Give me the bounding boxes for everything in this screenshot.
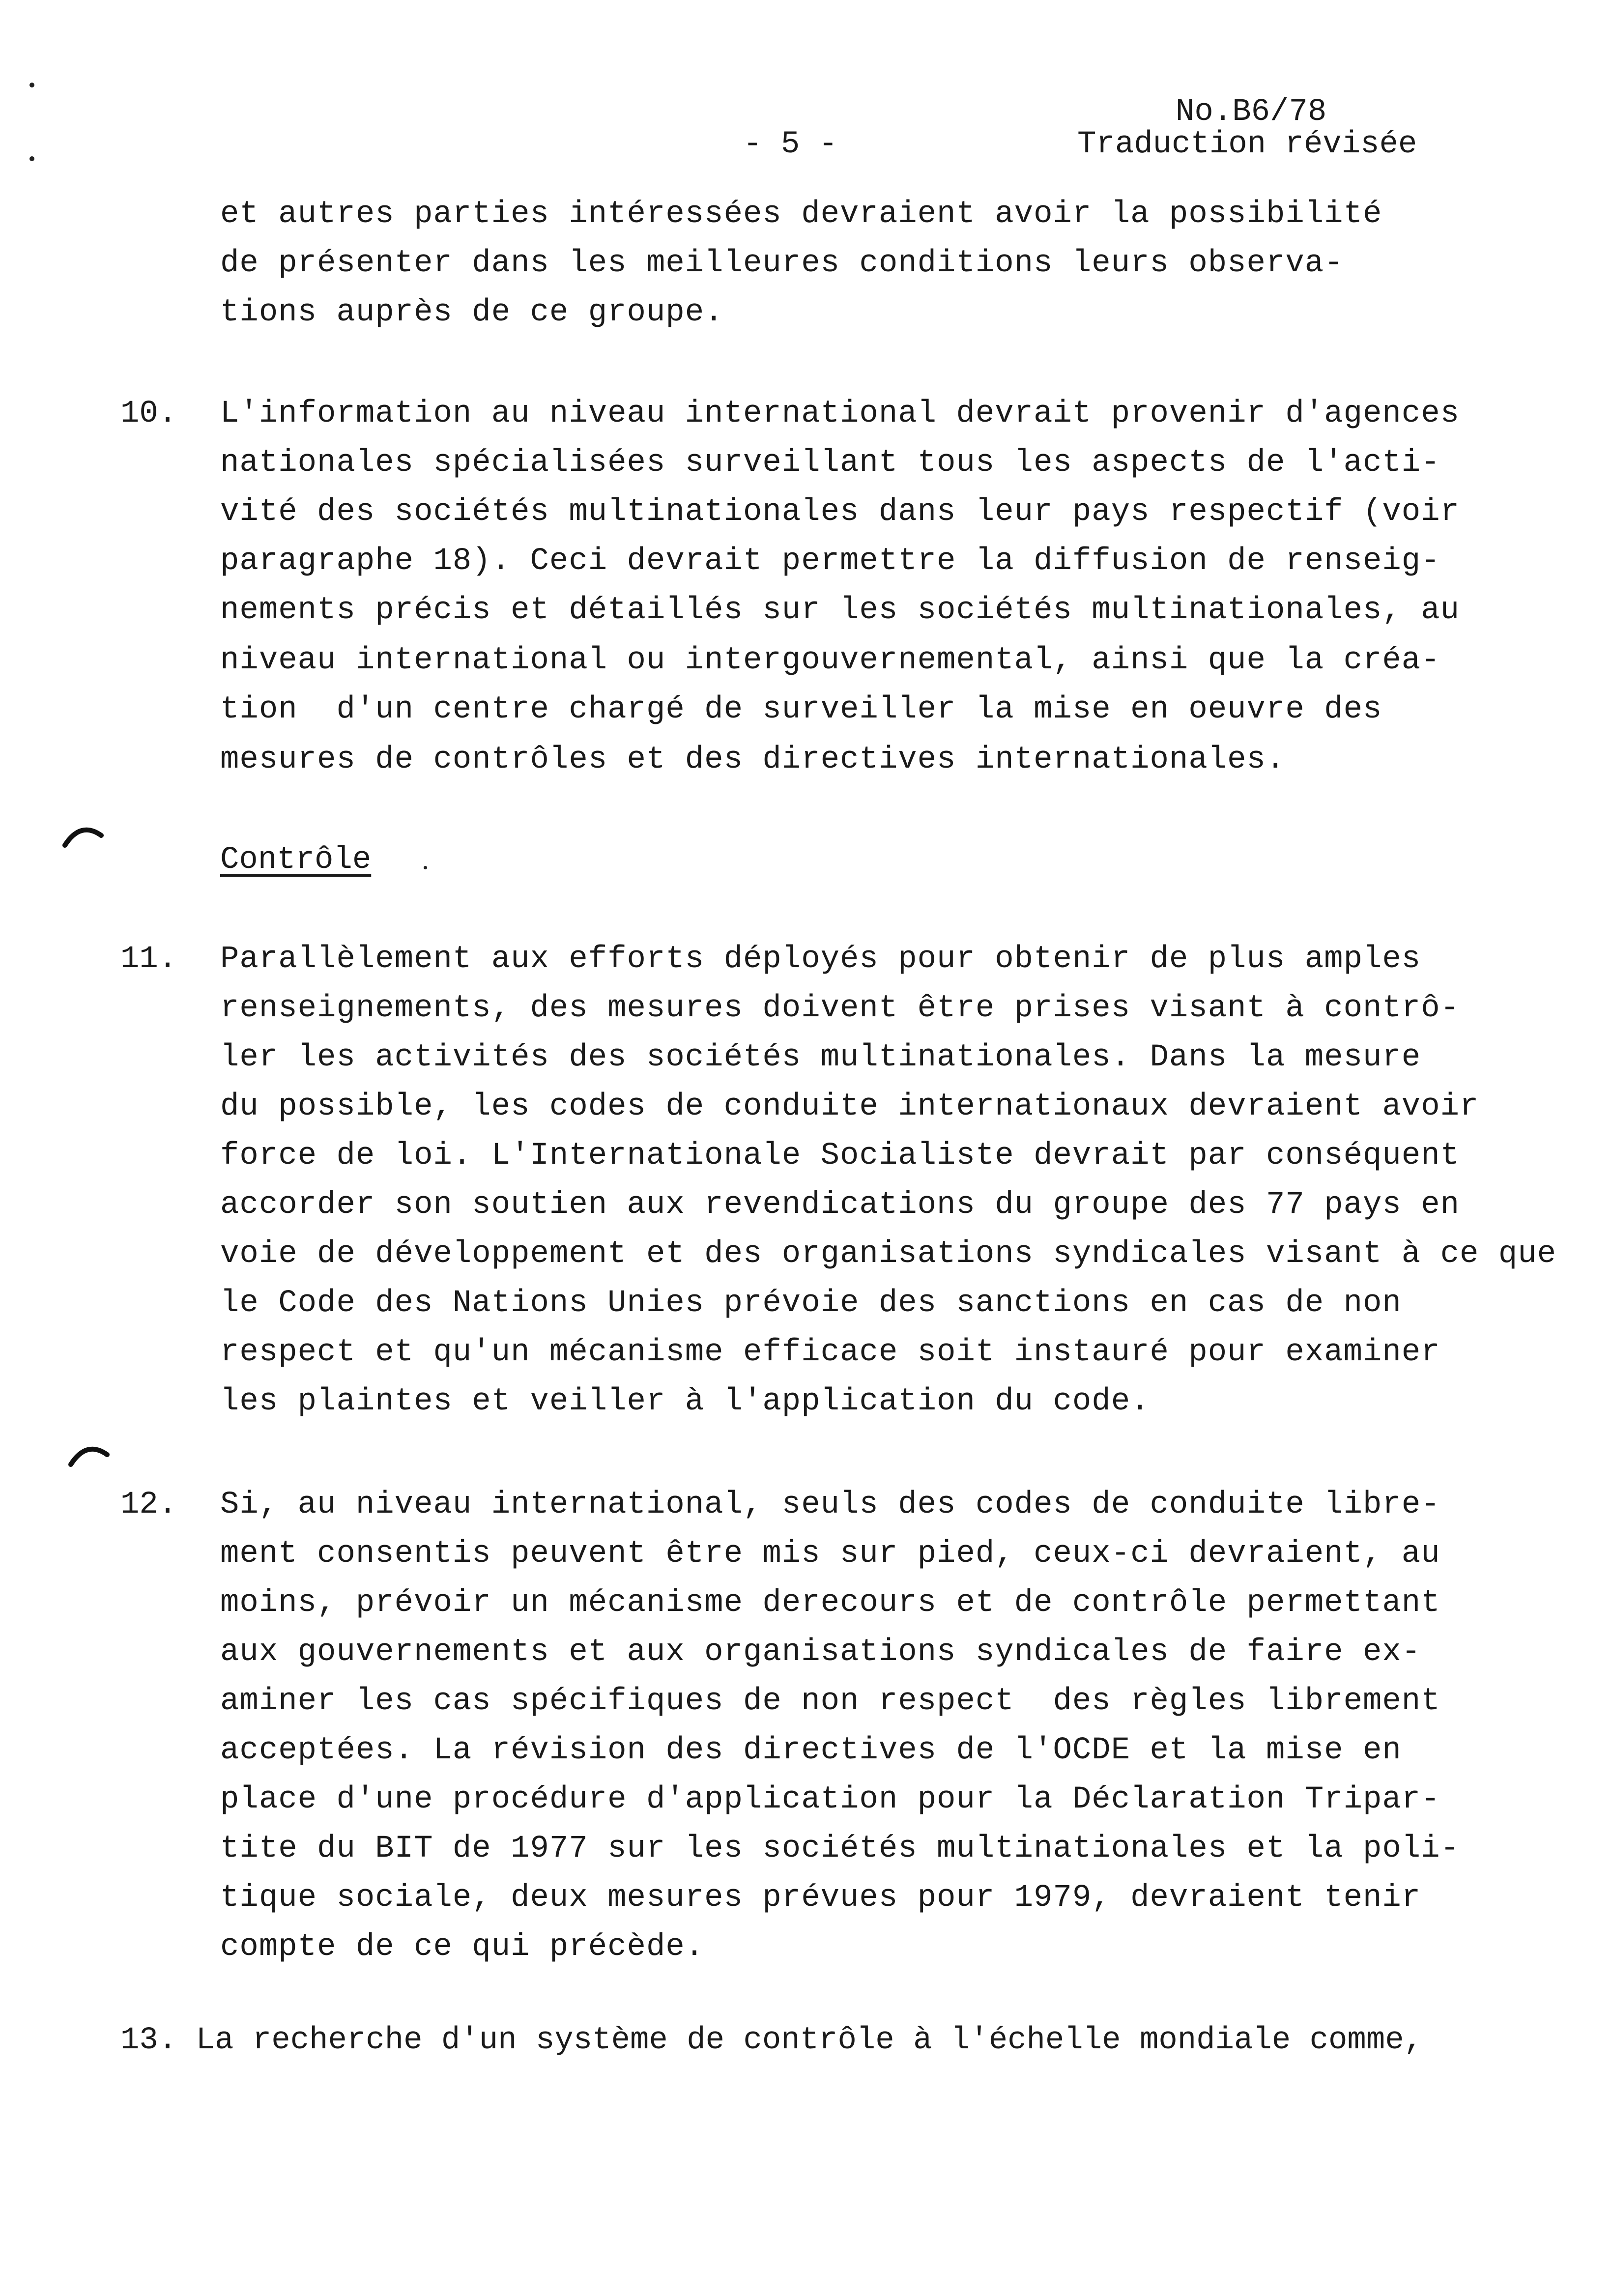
page-number: - 5 - [743,127,838,162]
paragraph-line: L'information au niveau international devrait provenir d'agences [220,396,1460,431]
heading-period [424,866,427,869]
margin-dot-top [29,83,34,87]
paragraph-line: du possible, les codes de conduite internationaux devraient avoir [220,1089,1479,1124]
paragraph-line: Parallèlement aux efforts déployés pour obtenir de plus amples [220,942,1421,977]
paragraph-line: tique sociale, deux mesures prévues pour 1979, devraient tenir [220,1880,1421,1916]
paragraph-line: tite du BIT de 1977 sur les sociétés multinationales et la poli- [220,1831,1460,1866]
paragraph-line: ler les activités des sociétés multinationales. Dans la mesure [220,1040,1421,1075]
paragraph-line: aux gouvernements et aux organisations syndicales de faire ex- [220,1635,1421,1670]
section-heading: Contrôle [220,842,372,878]
margin-bracket-mark [61,816,105,860]
document-reference: No.B6/78 [1176,94,1327,130]
margin-dot-second [29,156,34,161]
paragraph-line: ment consentis peuvent être mis sur pied, ceux-ci devraient, au [220,1536,1440,1572]
intro-line: tions auprès de ce groupe. [220,295,724,330]
paragraph-line: paragraphe 18). Ceci devrait permettre la diffusion de renseig- [220,544,1440,579]
intro-line: et autres parties intéressées devraient avoir la possibilité [220,197,1382,232]
paragraph-number: 11. [120,942,177,977]
paragraph-number: 12. [120,1487,177,1522]
margin-bracket-mark [67,1435,111,1479]
paragraph-line: place d'une procédure d'application pour la Déclaration Tripar- [220,1782,1440,1817]
paragraph-line: acceptées. La révision des directives de l'OCDE et la mise en [220,1733,1402,1768]
paragraph-line: mesures de contrôles et des directives internationales. [220,742,1286,777]
paragraph-13-line: 13. La recherche d'un système de contrôle à l'échelle mondiale comme, [120,2023,1423,2058]
paragraph-line: force de loi. L'Internationale Socialiste devrait par conséquent [220,1138,1460,1174]
paragraph-number: 10. [120,396,177,431]
paragraph-line: moins, prévoir un mécanisme derecours et de contrôle permettant [220,1585,1440,1621]
translation-note: Traduction révisée [1077,127,1417,162]
paragraph-line: Si, au niveau international, seuls des codes de conduite libre- [220,1487,1440,1522]
paragraph-line: nationales spécialisées surveillant tous les aspects de l'acti- [220,445,1440,481]
paragraph-line: tion d'un centre chargé de surveiller la mise en oeuvre des [220,692,1382,727]
paragraph-line: accorder son soutien aux revendications du groupe des 77 pays en [220,1187,1460,1223]
paragraph-line: nements précis et détaillés sur les sociétés multinationales, au [220,593,1460,628]
intro-line: de présenter dans les meilleures conditions leurs observa- [220,246,1344,281]
paragraph-line: le Code des Nations Unies prévoie des sanctions en cas de non [220,1286,1402,1321]
paragraph-line: compte de ce qui précède. [220,1929,705,1965]
paragraph-line: voie de développement et des organisations syndicales visant à ce que [220,1236,1557,1272]
paragraph-line: renseignements, des mesures doivent être prises visant à contrô- [220,991,1460,1026]
paragraph-line: les plaintes et veiller à l'application du code. [220,1384,1150,1419]
paragraph-line: respect et qu'un mécanisme efficace soit instauré pour examiner [220,1335,1440,1370]
paragraph-line: vité des sociétés multinationales dans leur pays respectif (voir [220,494,1460,530]
paragraph-line: niveau international ou intergouvernemental, ainsi que la créa- [220,643,1440,678]
paragraph-line: aminer les cas spécifiques de non respect des règles librement [220,1684,1440,1719]
